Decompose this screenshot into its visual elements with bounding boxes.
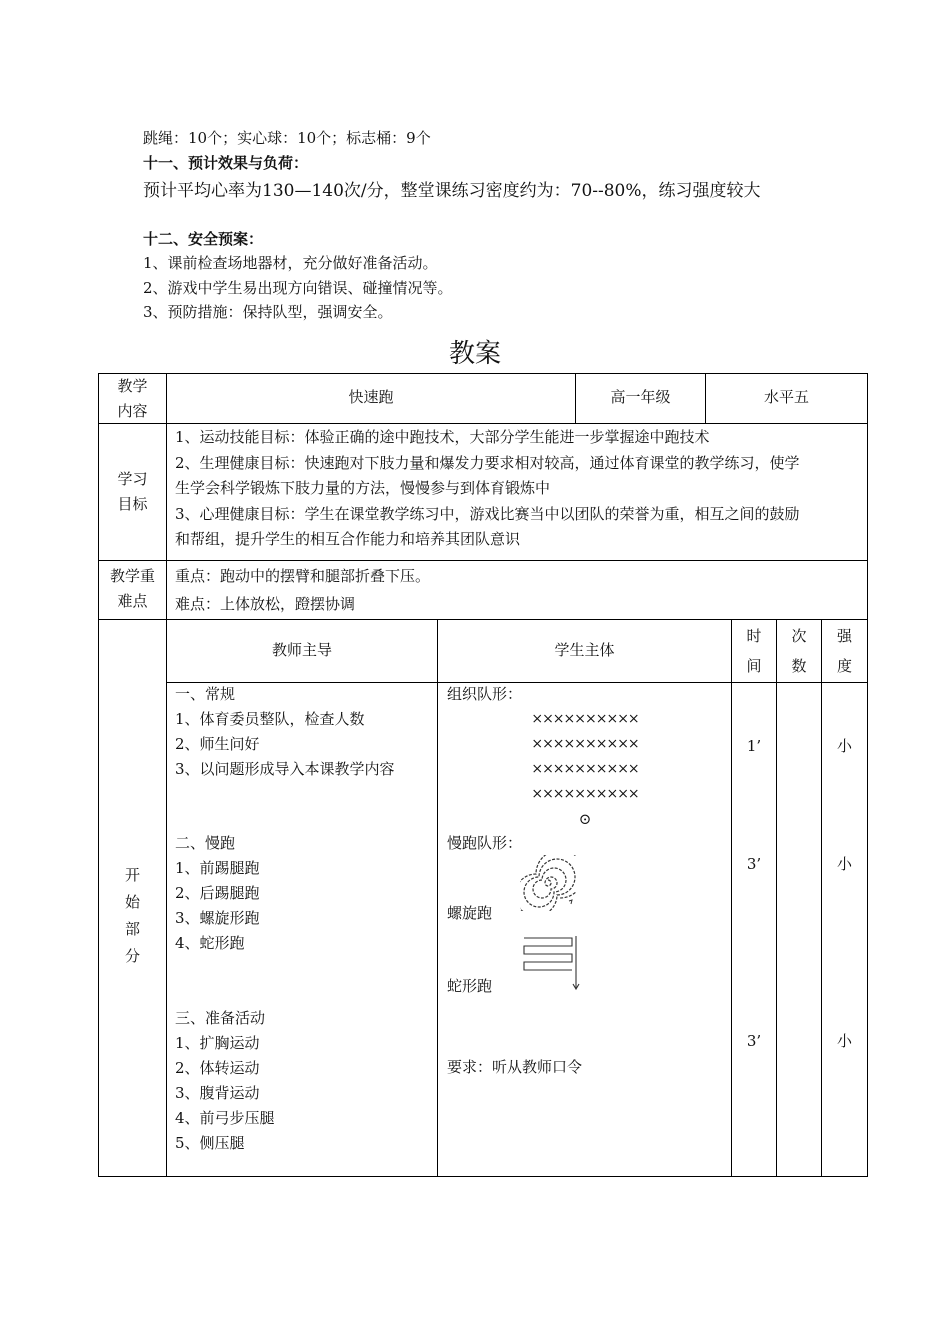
- key-point: 重点：跑动中的摆臂和腿部折叠下压。: [175, 567, 431, 585]
- intensity-value: 小: [836, 1032, 852, 1050]
- topic-cell: 快速跑: [348, 388, 394, 406]
- student-header: 学生主体: [554, 641, 615, 659]
- teacher-position-icon: ⊙: [578, 810, 592, 828]
- goal-line: 2、生理健康目标：快速跑对下肢力量和爆发力要求相对较高，通过体育课堂的教学练习，使学: [175, 453, 800, 472]
- equipment-line: 跳绳：10个；实心球：10个；标志桶：9个: [143, 129, 431, 147]
- formation-row: ××××××××××: [531, 786, 639, 802]
- document-title: 教案: [448, 339, 501, 369]
- learning-goals-text: [175, 425, 800, 553]
- intensity-value: 小: [836, 855, 852, 873]
- section11-text: 预计平均心率为130—140次/分，整堂课练习密度约为：70--80%，练习强度较大: [143, 181, 761, 201]
- safety-item-3: 3、预防措施：保持队型，强调安全。: [143, 303, 393, 321]
- spiral-run-diagram-icon: [520, 855, 576, 911]
- start-section-label: 开 始 部 分: [124, 866, 140, 965]
- intensity-header: 强 度: [836, 627, 852, 675]
- key-difficulty-text: [175, 562, 430, 618]
- requirement-text: 要求：听从教师口令: [447, 1058, 583, 1076]
- goal-line: 和帮组，提升学生的相互合作能力和培养其团队意识: [175, 530, 521, 548]
- goal-line: 生学会科学锻炼下肢力量的方法，慢慢参与到体育锻炼中: [175, 479, 551, 497]
- time-value: 3’: [746, 855, 762, 873]
- goal-line: 1、运动技能目标：体验正确的途中跑技术，大部分学生能进一步掌握途中跑技术: [175, 428, 710, 446]
- safety-item-1: 1、课前检查场地器材，充分做好准备活动。: [143, 254, 438, 272]
- teacher-block-routine: 一、常规 1、体育委员整队，检查人数 2、师生问好 3、以问题形成导入本课教学内容: [175, 685, 395, 778]
- intensity-value: 小: [836, 737, 852, 755]
- teacher-block-warmup: 三、准备活动 1、扩胸运动 2、体转运动 3、腹背运动 4、前弓步压腿 5、侧压腿: [175, 1009, 275, 1152]
- snake-run-diagram-icon: [520, 932, 582, 992]
- safety-item-2: 2、游戏中学生易出现方向错误、碰撞情况等。: [143, 279, 453, 297]
- level-cell: 水平五: [763, 388, 809, 406]
- snake-run-label: 蛇形跑: [447, 977, 493, 995]
- teacher-block-jog: 二、慢跑 1、前踢腿跑 2、后踢腿跑 3、螺旋形跑 4、蛇形跑: [175, 834, 260, 952]
- key-difficulty-label: 教学重 难点: [109, 567, 155, 610]
- section12-heading: 十二、安全预案：: [143, 230, 264, 248]
- count-header: 次 数: [791, 627, 807, 675]
- teaching-content-label: 教学 内容: [117, 377, 148, 420]
- formation-grid: [525, 707, 645, 832]
- jog-formation-label: 慢跑队形：: [447, 834, 523, 852]
- formation-row: ××××××××××: [531, 711, 639, 727]
- time-header: 时 间: [746, 627, 762, 675]
- learning-goals-label: 学习 目标: [117, 470, 148, 513]
- spiral-run-label: 螺旋跑: [447, 904, 493, 922]
- time-value: 3’: [746, 1032, 762, 1050]
- goal-line: 3、心理健康目标：学生在课堂教学练习中，游戏比赛当中以团队的荣誉为重，相互之间的鼓励: [175, 504, 800, 523]
- formation-row: ××××××××××: [531, 736, 639, 752]
- grade-cell: 高一年级: [610, 388, 671, 406]
- formation-label: 组织队形：: [447, 685, 523, 703]
- teacher-header: 教师主导: [271, 641, 332, 659]
- formation-row: ××××××××××: [531, 761, 639, 777]
- section11-heading: 十一、预计效果与负荷：: [143, 154, 309, 172]
- difficulty-point: 难点：上体放松，蹬摆协调: [175, 595, 356, 613]
- time-value: 1’: [746, 737, 762, 755]
